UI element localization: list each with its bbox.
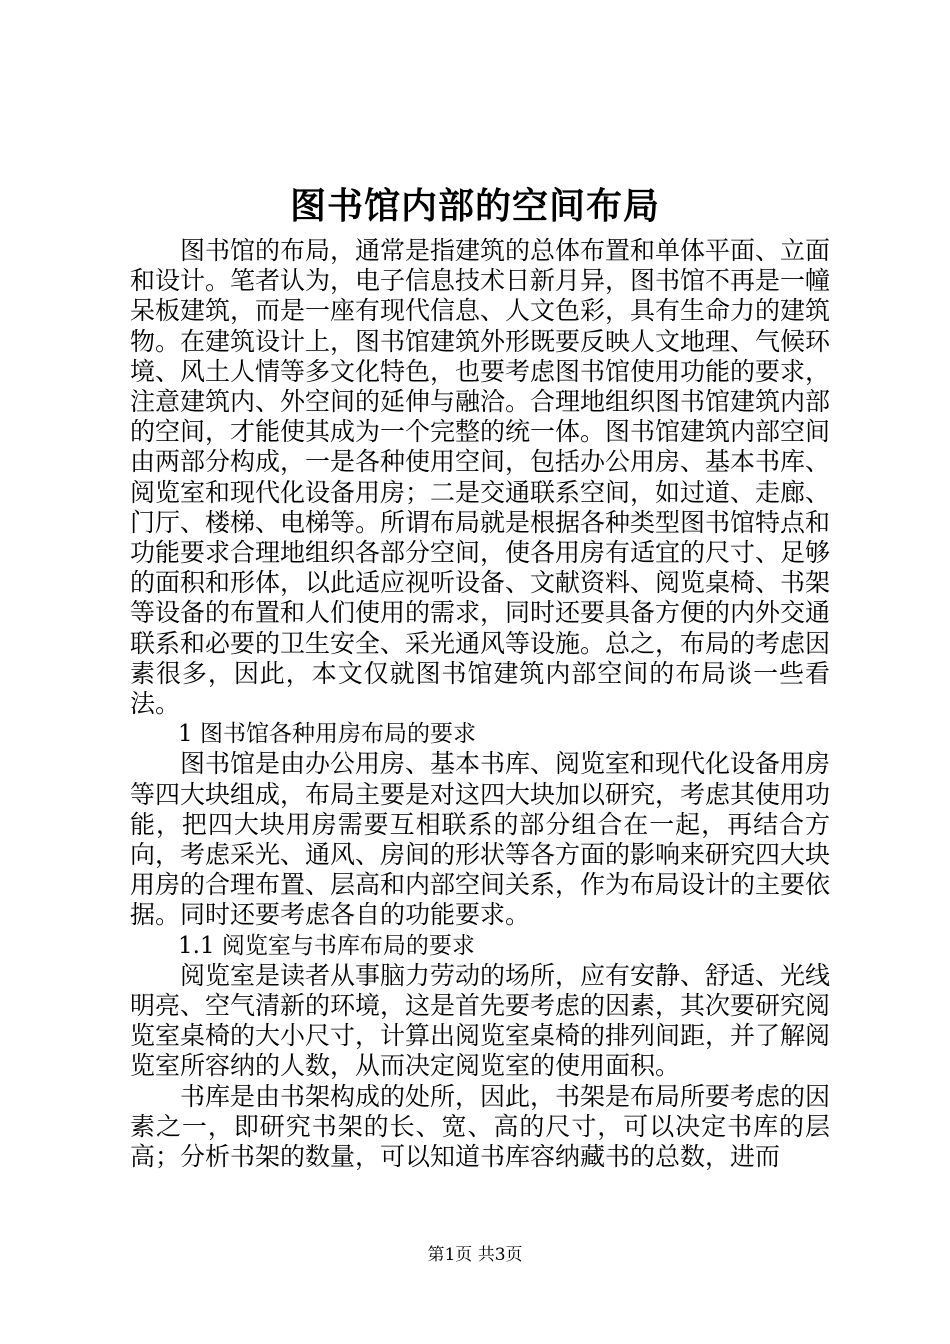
page-footer: 第1页 共3页 (427, 1245, 523, 1265)
stack-room-paragraph: 书库是由书架构成的处所，因此，书架是布局所要考虑的因素之一，即研究书架的长、宽、高的尺寸，可以决定书库的层高；分析书架的数量，可以知道书库容纳藏书的总数，进而 (130, 1081, 831, 1172)
section-1-paragraph: 图书馆是由办公用房、基本书库、阅览室和现代化设备用房等四大块组成，布局主要是对这四大块加以研究，考虑其使用功能，把四大块用房需要互相联系的部分组合在一起，再结合方向，考虑采光、通风、房间的形状等各方面的影响来研究四大块用房的合理布置、层高和内部空间关系，作为布局设计的主要依据。同时还要考虑各自的功能要求。 (130, 749, 831, 930)
reading-room-paragraph: 阅览室是读者从事脑力劳动的场所，应有安静、舒适、光线明亮、空气清新的环境，这是首先要考虑的因素，其次要研究阅览室桌椅的大小尺寸，计算出阅览室桌椅的排列间距，并了解阅览室所容纳的人数，从而决定阅览室的使用面积。 (130, 960, 831, 1081)
section-heading-1: 1 图书馆各种用房布局的要求 (178, 721, 476, 748)
document-title: 图书馆内部的空间布局 (289, 186, 660, 227)
document-body (130, 236, 830, 1172)
section-heading-1-1: 1.1 阅览室与书库布局的要求 (178, 932, 475, 959)
intro-paragraph: 图书馆的布局，通常是指建筑的总体布置和单体平面、立面和设计。笔者认为，电子信息技术日新月异，图书馆不再是一幢呆板建筑，而是一座有现代信息、人文色彩，具有生命力的建筑物。在建筑设计上，图书馆建筑外形既要反映人文地理、气候环境、风土人情等多文化特色，也要考虑图书馆使用功能的要求，注意建筑内、外空间的延伸与融洽。合理地组织图书馆建筑内部的空间，才能使其成为一个完整的统一体。图书馆建筑内部空间由两部分构成，一是各种使用空间，包括办公用房、基本书库、阅览室和现代化设备用房；二是交通联系空间，如过道、走廊、门厅、楼梯、电梯等。所谓布局就是根据各种类型图书馆特点和功能要求合理地组织各部分空间，使各用房有适宜的尺寸、足够的面积和形体，以此适应视听设备、文献资料、阅览桌椅、书架等设备的布置和人们使用的需求，同时还要具备方便的内外交通联系和必要的卫生安全、采光通风等设施。总之，布局的考虑因素很多，因此，本文仅就图书馆建筑内部空间的布局谈一些看法。 (130, 236, 831, 719)
